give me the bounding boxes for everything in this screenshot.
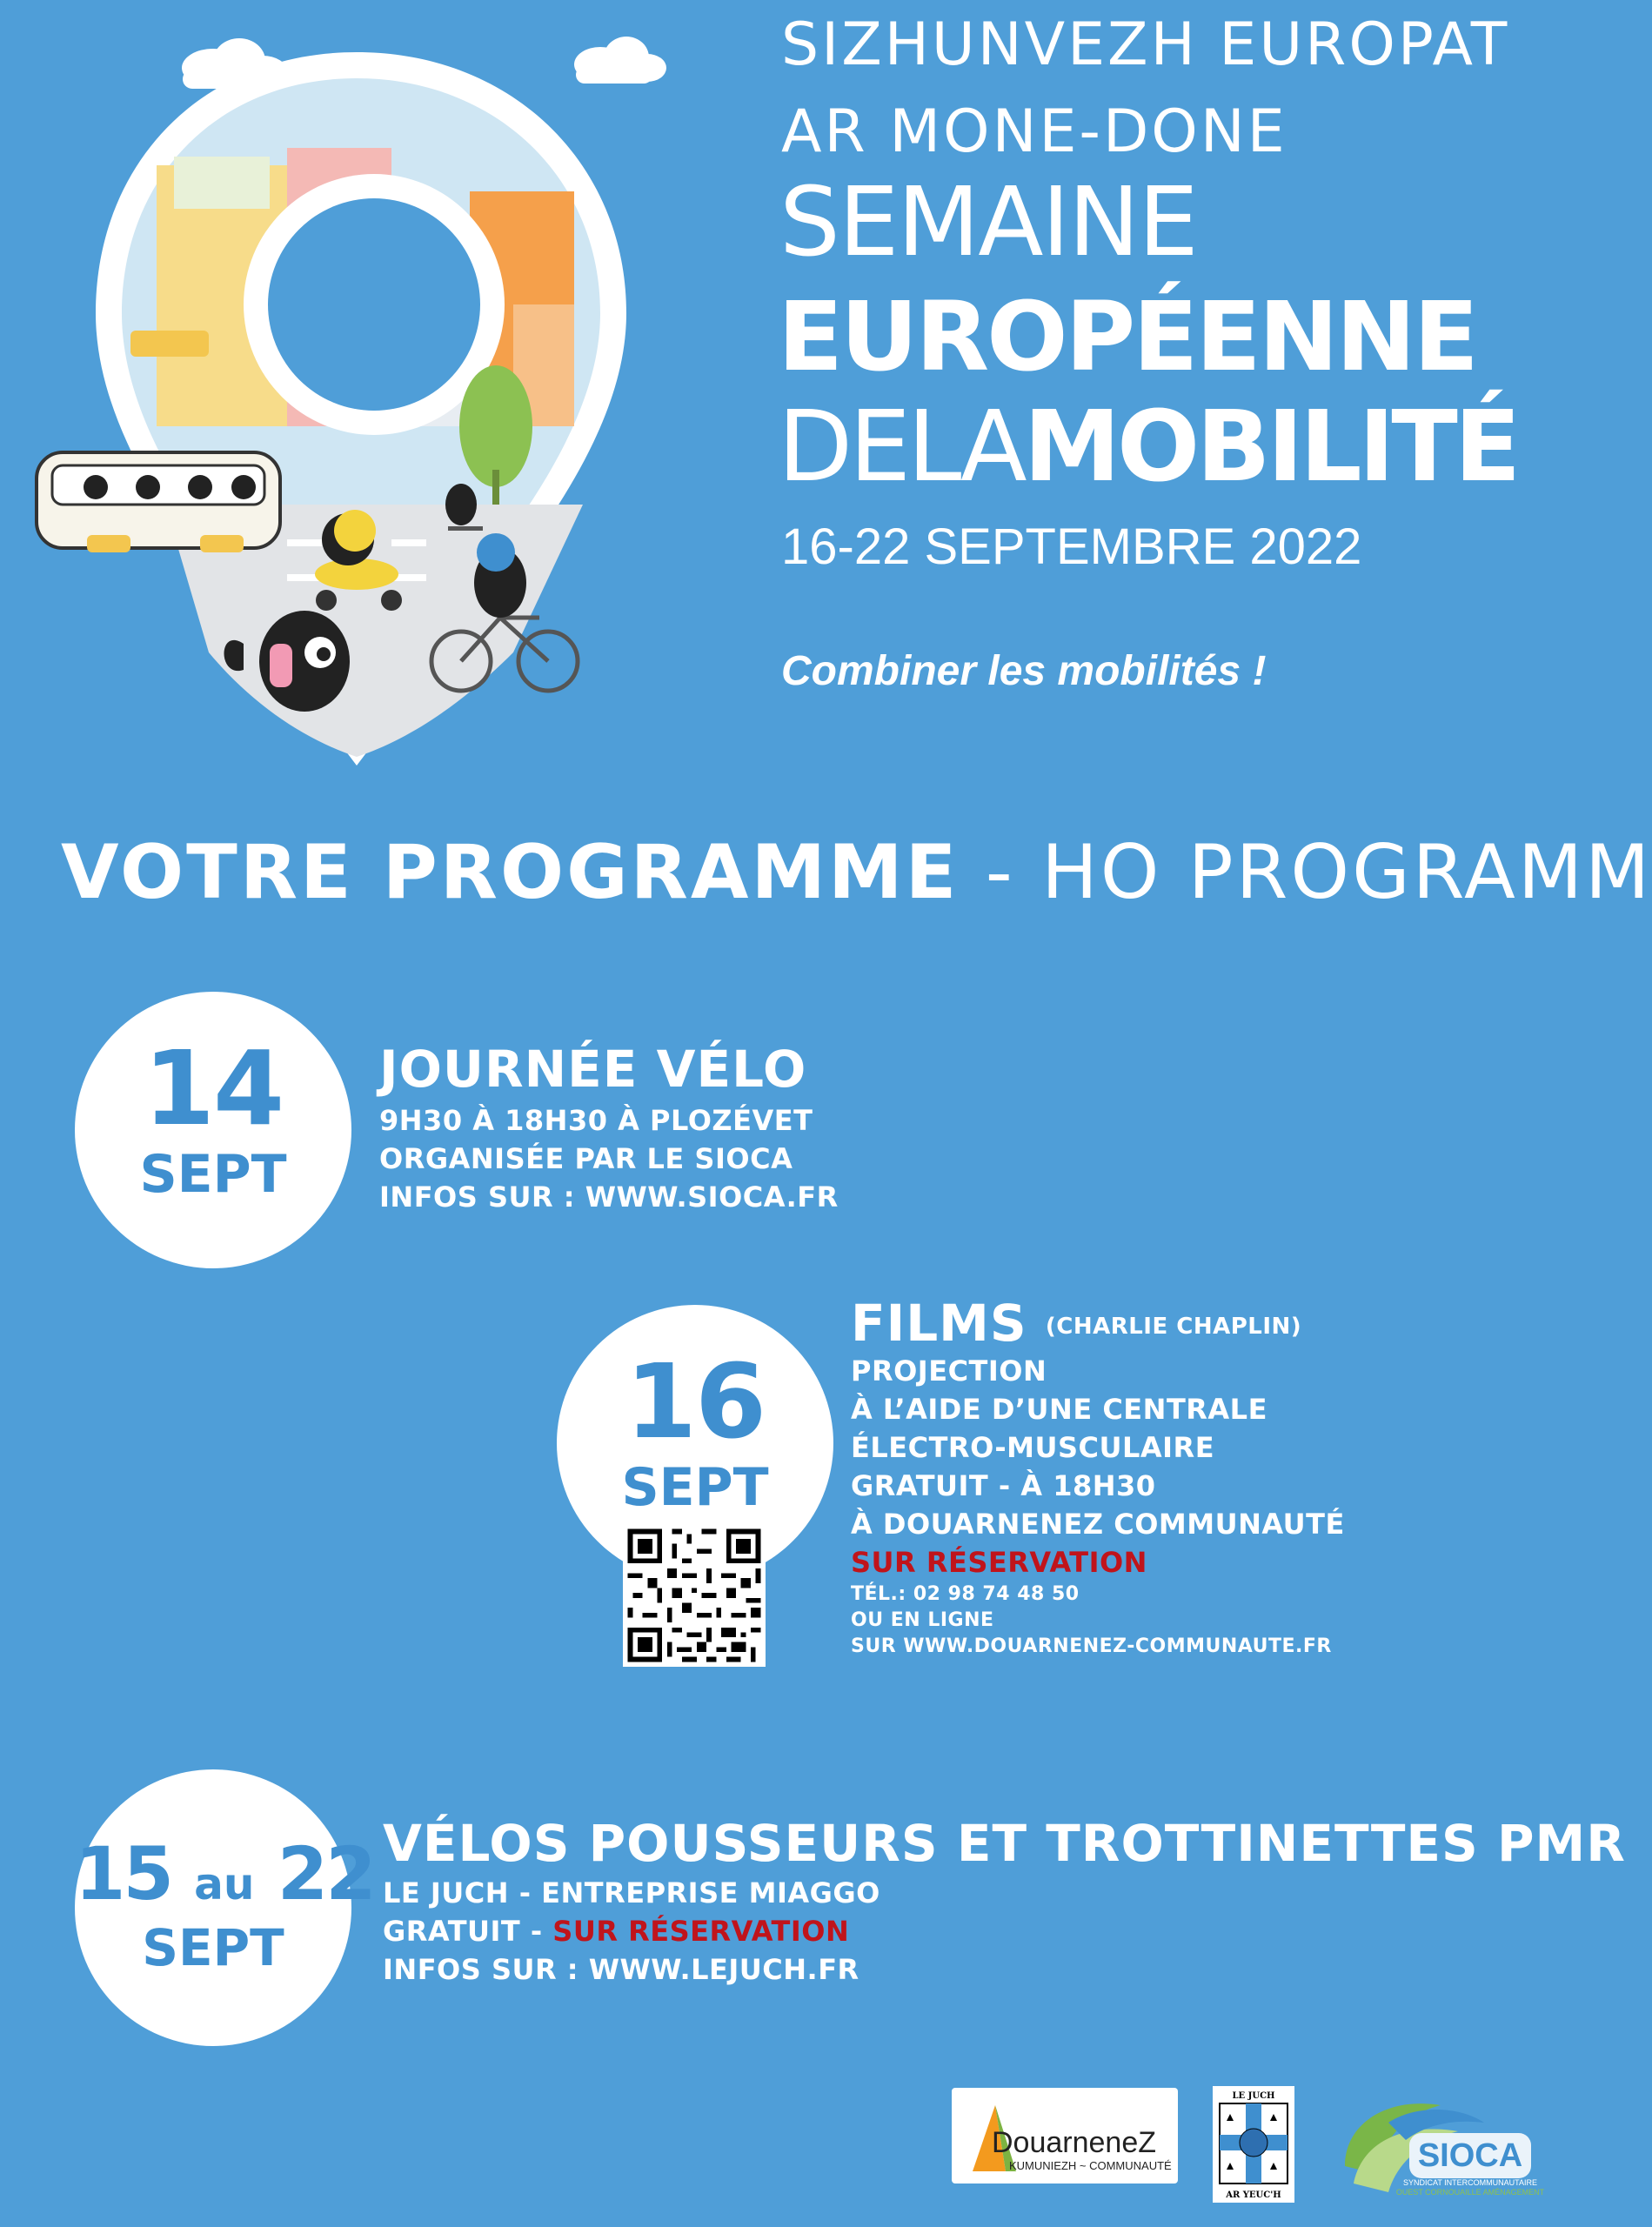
- date-day-from: 15: [75, 1831, 171, 1916]
- hero-illustration: [26, 17, 652, 783]
- event-line: À L’AIDE D’UNE CENTRALE: [851, 1393, 1267, 1426]
- event-line: ORGANISÉE PAR LE SIOCA: [379, 1142, 793, 1175]
- header-breton-line2: AR MONE-DONE: [781, 97, 1287, 166]
- le-juch-top-label: LE JUCH: [1232, 2091, 1275, 2101]
- event-line: PROJECTION: [851, 1354, 1047, 1388]
- douarnenez-logo-text: DouarneneZ: [992, 2126, 1157, 2159]
- event-velos-pousseurs: [383, 1814, 1626, 1989]
- event-title: [851, 1294, 1345, 1353]
- date-badge-15-22: [75, 1769, 374, 2046]
- event-line: ÉLECTRO-MUSCULAIRE: [851, 1431, 1215, 1464]
- event-phone: TÉL.: 02 98 74 48 50: [851, 1583, 1080, 1605]
- date-month: SEPT: [621, 1457, 769, 1518]
- reservation-label: SUR RÉSERVATION: [851, 1546, 1147, 1579]
- event-info-link: INFOS SUR : WWW.SIOCA.FR: [379, 1180, 839, 1214]
- header-slogan: Combiner les mobilités !: [781, 648, 1267, 694]
- programme-title-fr: VOTRE PROGRAMME: [61, 829, 960, 916]
- header-title-mobilite: MOBILITÉ: [1023, 391, 1518, 504]
- douarnenez-logo-sub: KUMUNIEZH ~ COMMUNAUTÉ: [1009, 2159, 1172, 2172]
- header-title-line2: EUROPÉENNE: [778, 281, 1476, 392]
- event-subtitle: (CHARLIE CHAPLIN): [1045, 1313, 1302, 1340]
- sioca-logo-text: SIOCA: [1417, 2137, 1523, 2174]
- qr-code-icon[interactable]: [623, 1524, 766, 1667]
- event-line: À DOUARNENEZ COMMUNAUTÉ: [851, 1508, 1345, 1541]
- event-info-link: SUR WWW.DOUARNENEZ-COMMUNAUTE.FR: [851, 1635, 1332, 1657]
- event-title-main: FILMS: [851, 1294, 1027, 1353]
- date-month: SEPT: [139, 1144, 287, 1205]
- date-badge-14: [75, 992, 351, 1268]
- event-price: GRATUIT -: [383, 1915, 553, 1948]
- event-title: VÉLOS POUSSEURS ET TROTTINETTES PMR: [383, 1814, 1626, 1873]
- event-info-link: INFOS SUR : WWW.LEJUCH.FR: [383, 1953, 859, 1986]
- bus-icon: [37, 452, 280, 552]
- date-separator: au: [194, 1859, 255, 1909]
- sioca-logo-sub1: SYNDICAT INTERCOMMUNAUTAIRE: [1402, 2178, 1538, 2187]
- programme-title: [61, 829, 1652, 916]
- date-day-to: 22: [277, 1831, 374, 1916]
- programme-title-separator: -: [959, 829, 1042, 916]
- event-line: GRATUIT - À 18H30: [851, 1469, 1156, 1502]
- date-month: SEPT: [142, 1918, 284, 1977]
- event-title: JOURNÉE VÉLO: [379, 1040, 807, 1099]
- sioca-logo-sub2: OUEST CORNOUAILLE AMÉNAGEMENT: [1395, 2188, 1545, 2197]
- header-title-line3: [778, 391, 1518, 504]
- event-line: 9H30 À 18H30 À PLOZÉVET: [379, 1104, 813, 1137]
- header-dates: 16-22 SEPTEMBRE 2022: [781, 518, 1362, 575]
- douarnenez-logo-icon: [952, 2088, 1178, 2184]
- programme-title-br: HO PROGRAMM: [1041, 829, 1652, 916]
- header-title-dela: DELA: [778, 391, 1024, 504]
- event-small-line: OU EN LIGNE: [851, 1609, 994, 1631]
- event-line: LE JUCH - ENTREPRISE MIAGGO: [383, 1876, 880, 1909]
- le-juch-coat-of-arms-icon: [1213, 2086, 1294, 2203]
- le-juch-bottom-label: AR YEUC'H: [1226, 2190, 1281, 2200]
- date-day: 16: [625, 1341, 766, 1461]
- cloud-right-icon: [574, 37, 666, 84]
- sioca-logo-icon: [1328, 2088, 1545, 2201]
- event-journee-velo: [379, 1040, 839, 1216]
- header-breton-line1: SIZHUNVEZH EUROPAT: [781, 10, 1510, 79]
- event-line: [383, 1912, 1626, 1950]
- reservation-label: SUR RÉSERVATION: [552, 1915, 850, 1948]
- event-films: [851, 1294, 1345, 1660]
- header-title-line1: SEMAINE: [779, 166, 1197, 278]
- date-range: [75, 1769, 374, 1916]
- date-day: 14: [143, 1028, 284, 1148]
